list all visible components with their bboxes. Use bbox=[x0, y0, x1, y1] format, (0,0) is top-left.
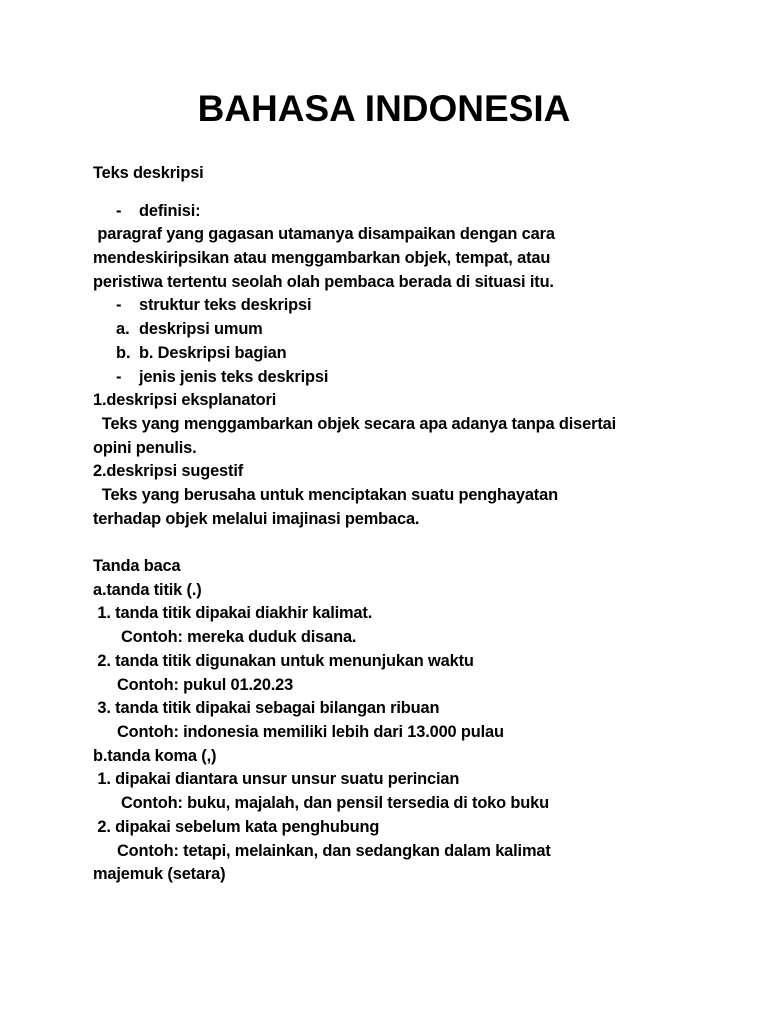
punctuation-rule: 3. tanda titik dipakai sebagai bilangan ribuan bbox=[93, 699, 440, 717]
punctuation-example: Contoh: buku, majalah, dan pensil tersedia di toko buku bbox=[121, 794, 549, 812]
definisi-text-line: paragraf yang gagasan utamanya disampaikan dengan cara bbox=[93, 225, 555, 243]
punctuation-example: Contoh: indonesia memiliki lebih dari 13.000 pulau bbox=[117, 723, 504, 741]
punctuation-group-heading: b.tanda koma (,) bbox=[93, 747, 217, 765]
bullet-dash: - bbox=[116, 296, 122, 314]
list-marker: a. bbox=[116, 320, 130, 338]
punctuation-example: Contoh: mereka duduk disana. bbox=[121, 628, 357, 646]
punctuation-example: Contoh: pukul 01.20.23 bbox=[117, 676, 294, 694]
document-title: BAHASA INDONESIA bbox=[197, 88, 571, 129]
punctuation-example: Contoh: tetapi, melainkan, dan sedangkan dalam kalimat bbox=[117, 842, 551, 860]
section-heading-tanda-baca: Tanda baca bbox=[93, 557, 181, 575]
jenis-type-text: Teks yang berusaha untuk menciptakan suatu penghayatan bbox=[93, 486, 558, 504]
punctuation-rule: 1. tanda titik dipakai diakhir kalimat. bbox=[93, 604, 373, 622]
list-marker: b. bbox=[116, 344, 131, 362]
jenis-type-text: Teks yang menggambarkan objek secara apa adanya tanpa disertai bbox=[93, 415, 617, 433]
section-heading-teks-deskripsi: Teks deskripsi bbox=[93, 164, 204, 182]
jenis-type-heading: 2.deskripsi sugestif bbox=[93, 462, 244, 480]
jenis-type-text: terhadap objek melalui imajinasi pembaca. bbox=[93, 510, 420, 528]
definisi-label: definisi: bbox=[139, 202, 201, 220]
jenis-type-text: opini penulis. bbox=[93, 439, 197, 457]
definisi-text-line: peristiwa tertentu seolah olah pembaca berada di situasi itu. bbox=[93, 273, 554, 291]
struktur-item: deskripsi umum bbox=[139, 320, 263, 338]
punctuation-group-heading: a.tanda titik (.) bbox=[93, 581, 202, 599]
struktur-label: struktur teks deskripsi bbox=[139, 296, 312, 314]
punctuation-example-continuation: majemuk (setara) bbox=[93, 865, 226, 883]
bullet-dash: - bbox=[116, 368, 122, 386]
punctuation-rule: 2. tanda titik digunakan untuk menunjukan waktu bbox=[93, 652, 474, 670]
bullet-dash: - bbox=[116, 202, 122, 220]
punctuation-rule: 1. dipakai diantara unsur unsur suatu perincian bbox=[93, 770, 460, 788]
struktur-item: b. Deskripsi bagian bbox=[139, 344, 287, 362]
definisi-text-line: mendeskiripsikan atau menggambarkan objek, tempat, atau bbox=[93, 249, 551, 267]
jenis-label: jenis jenis teks deskripsi bbox=[139, 368, 329, 386]
punctuation-rule: 2. dipakai sebelum kata penghubung bbox=[93, 818, 380, 836]
jenis-type-heading: 1.deskripsi eksplanatori bbox=[93, 391, 277, 409]
